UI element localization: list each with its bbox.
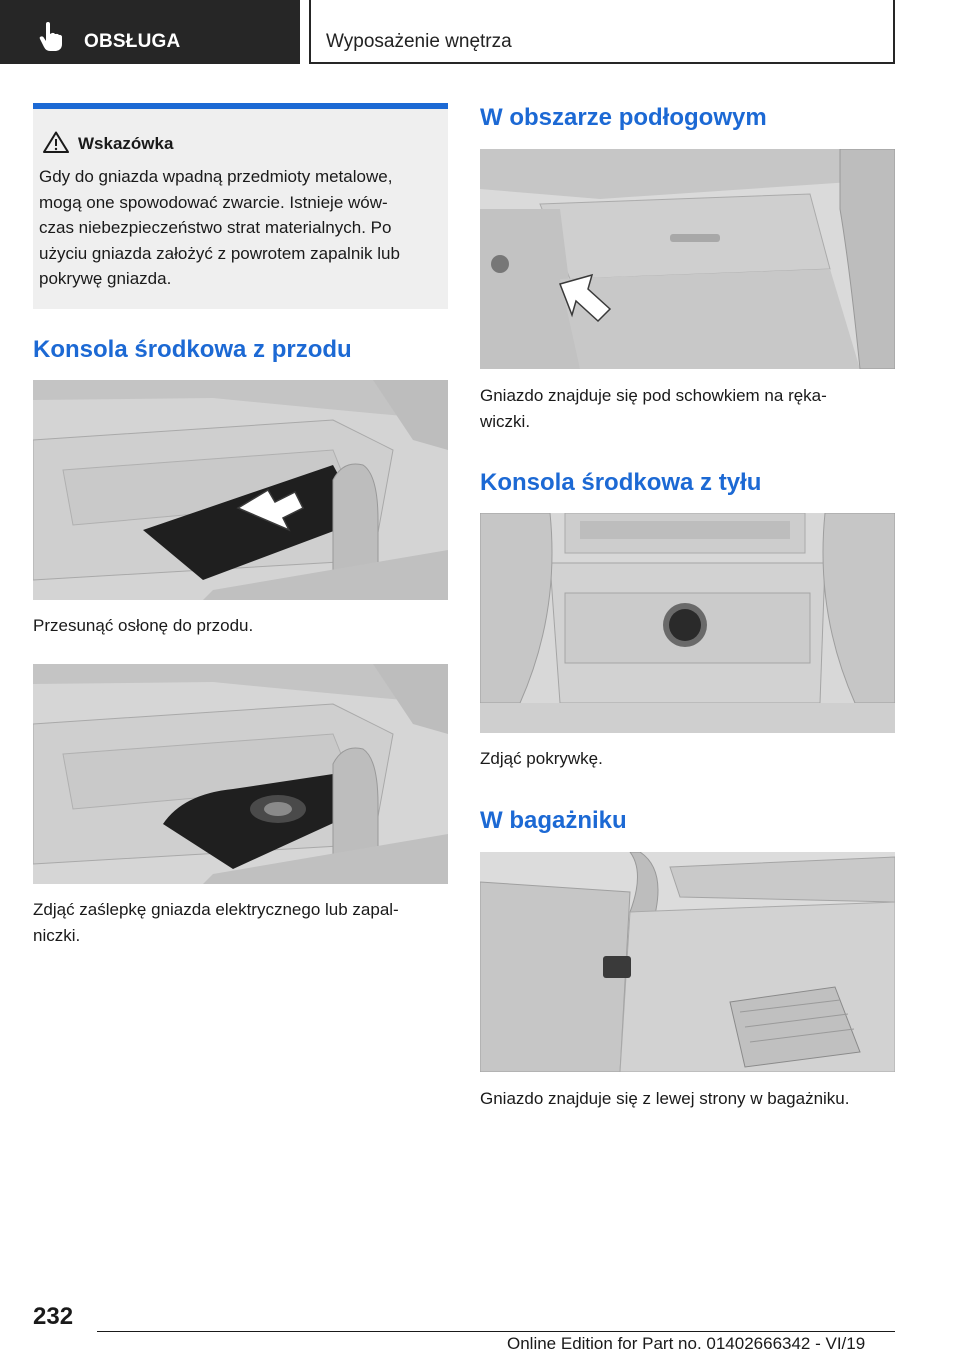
warning-line: Gdy do gniazda wpadną przedmioty metalowe, [39, 167, 393, 186]
section-heading-front-console: Konsola środkowa z przodu [33, 336, 352, 363]
caption-rear: Zdjąć pokrywkę. [480, 749, 603, 768]
section-heading-trunk: W bagażniku [480, 807, 627, 834]
warning-title: Wskazówka [78, 134, 174, 153]
caption-line: wiczki. [480, 411, 531, 431]
caption-trunk: Gniazdo znajduje się z lewej strony w bagażniku. [480, 1089, 850, 1108]
caption-line: Gniazdo znajduje się pod schowkiem na ręka- [480, 386, 827, 405]
hand-pointer-icon [38, 22, 64, 52]
edition-note: Online Edition for Part no. 01402666342 - VI/19 [507, 1334, 866, 1353]
warning-triangle-icon [43, 131, 69, 153]
footer-rule [97, 1331, 895, 1332]
warning-line: użyciu gniazda założyć z powrotem zapalnik lub [39, 243, 400, 263]
warning-line: pokrywę gniazda. [39, 269, 172, 288]
trunk-socket-image [480, 852, 895, 1072]
chapter-title: Wyposażenie wnętrza [326, 31, 512, 52]
front-console-cover-image [33, 380, 448, 600]
front-console-socket-image [33, 664, 448, 884]
rear-console-socket-image [480, 513, 895, 733]
glovebox-socket-image [480, 149, 895, 369]
caption-floor [480, 383, 895, 434]
warning-text [39, 164, 443, 292]
warning-line: czas niebezpieczeństwo strat materialnych. Po [39, 218, 392, 237]
section-heading-floor: W obszarze podłogowym [480, 104, 767, 131]
caption-step-2 [33, 897, 448, 948]
warning-line: mogą one spowodować zwarcie. Istnieje wów- [39, 192, 388, 212]
section-heading-rear-console: Konsola środkowa z tyłu [480, 469, 762, 496]
section-label: OBSŁUGA [84, 31, 181, 52]
page-number: 232 [33, 1303, 74, 1330]
caption-line: niczki. [33, 925, 81, 945]
caption-step-1: Przesunąć osłonę do przodu. [33, 616, 254, 635]
caption-line: Zdjąć zaślepkę gniazda elektrycznego lub zapal- [33, 900, 399, 919]
